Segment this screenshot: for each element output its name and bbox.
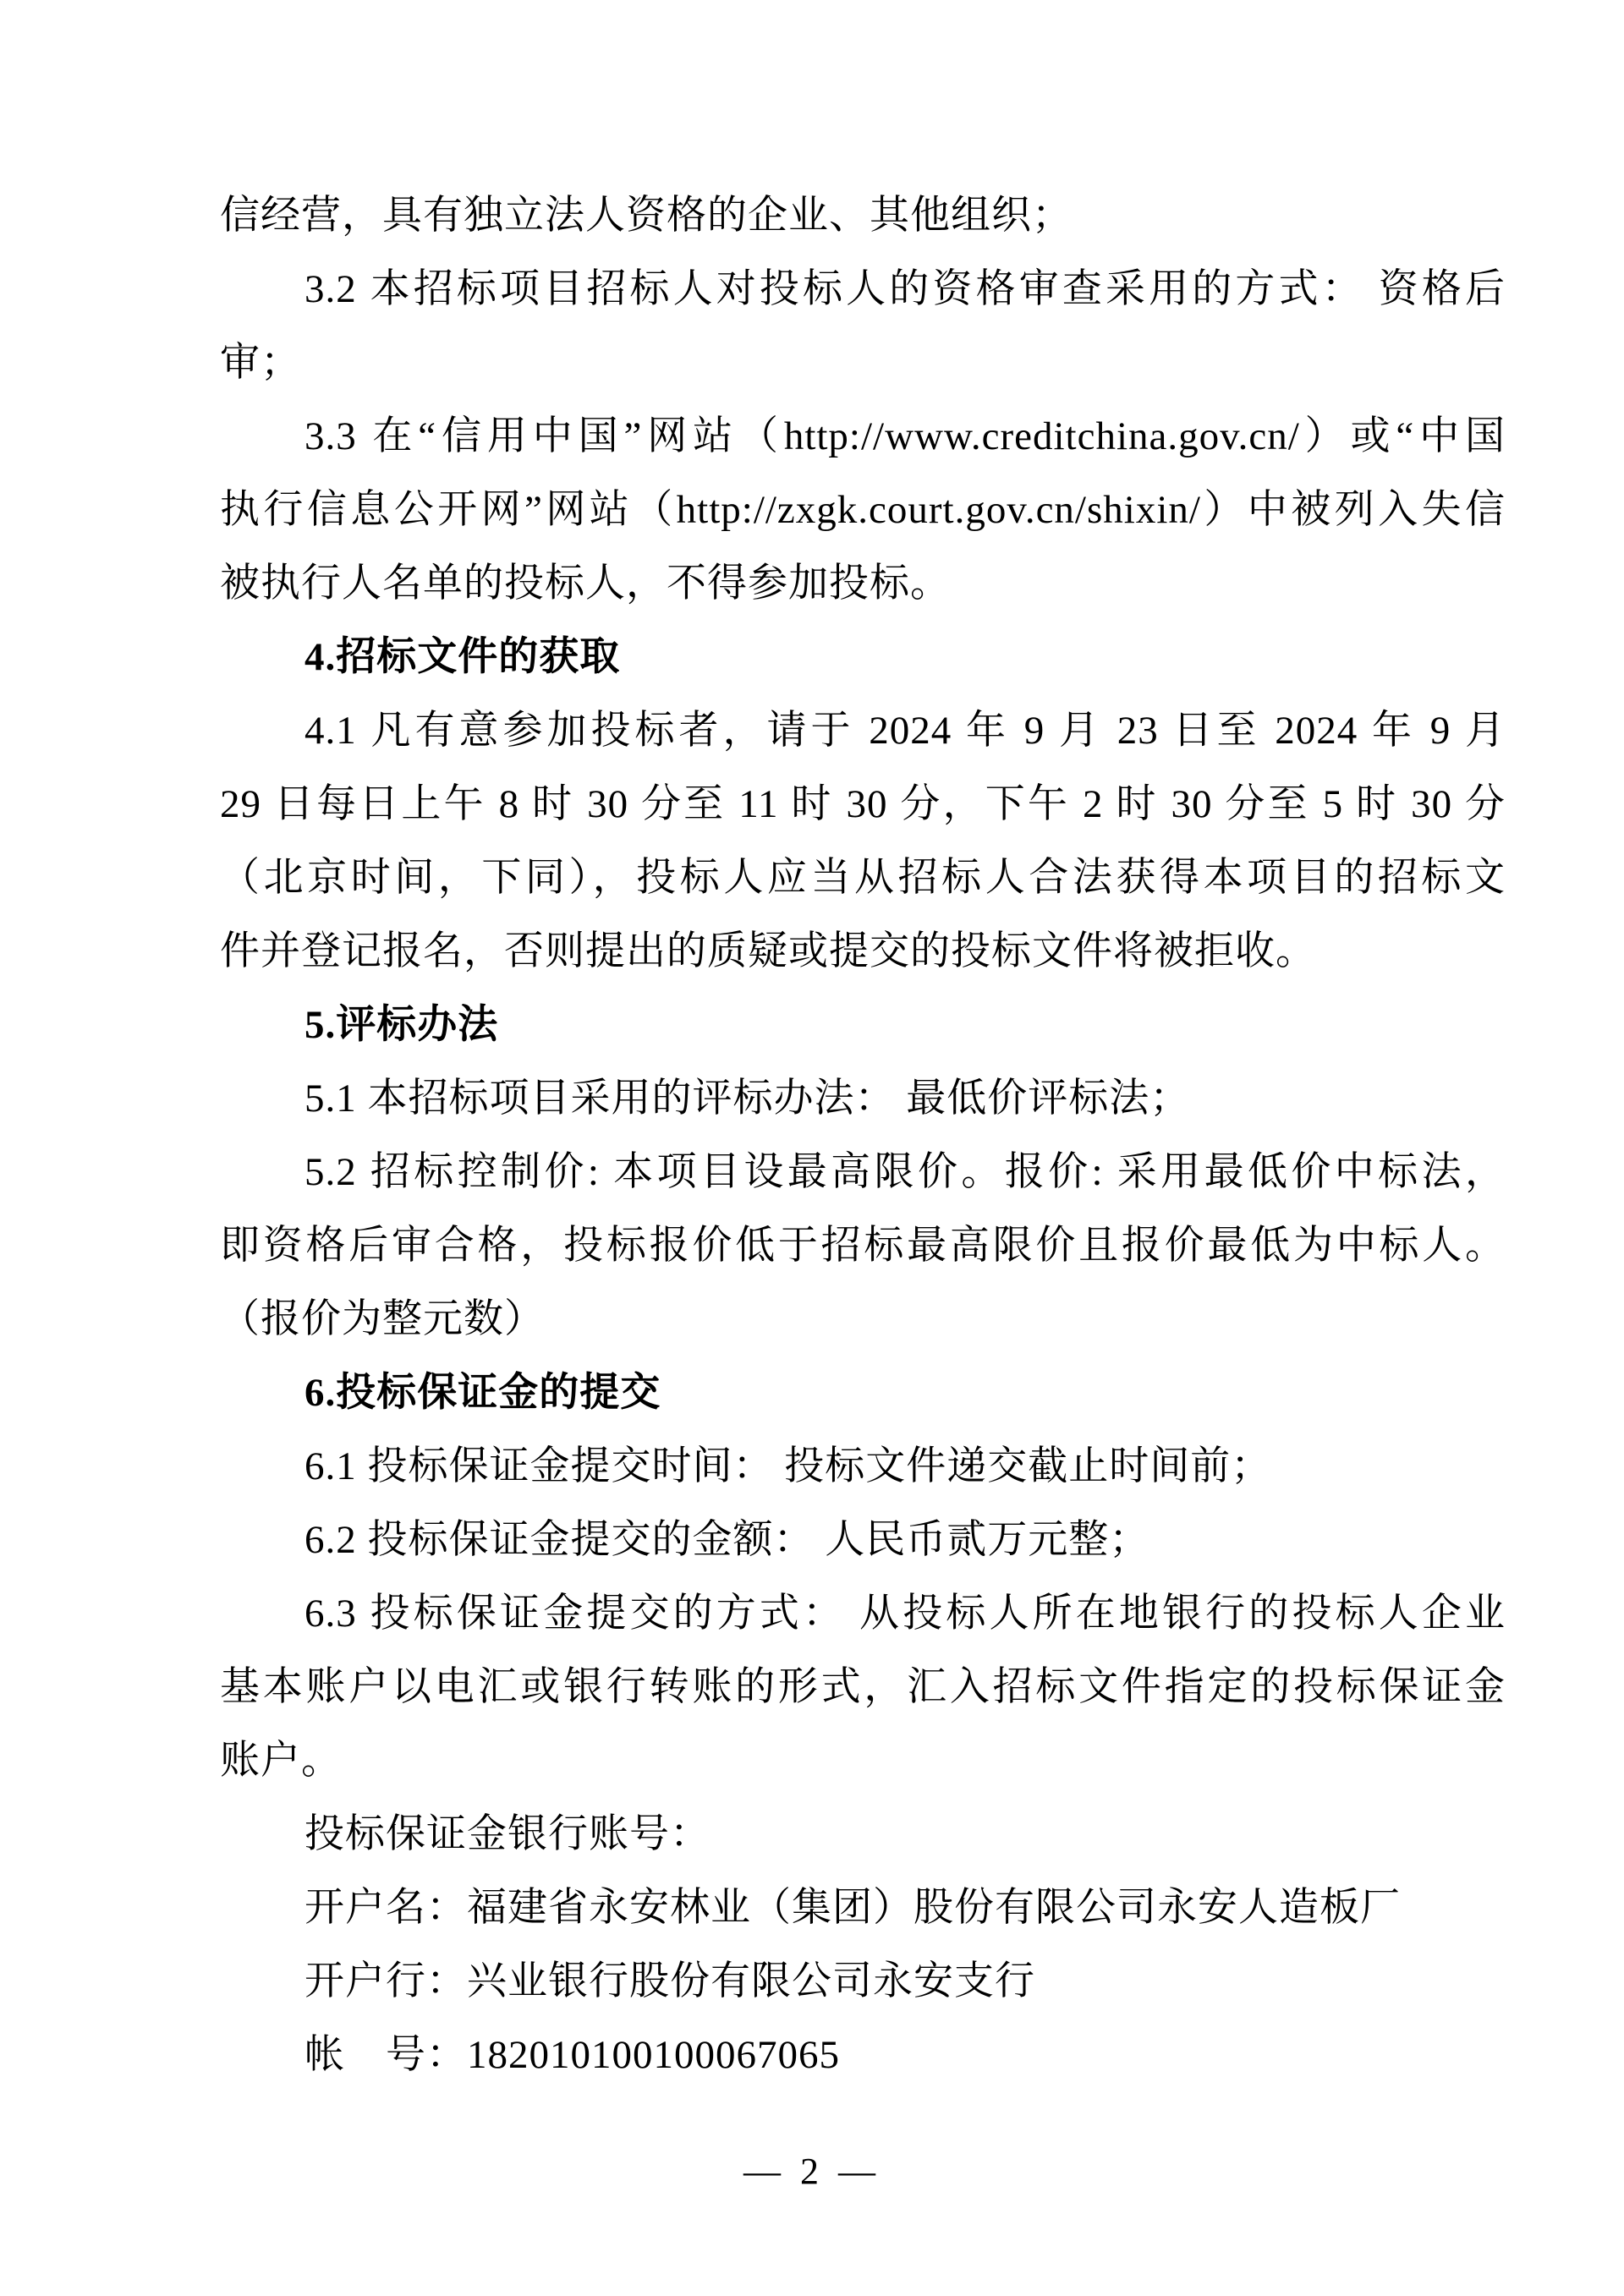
clause-6-3-continuation: 基本账户以电汇或银行转账的形式，汇入招标文件指定的投标保证金 xyxy=(220,1665,1506,1709)
clause-4-1-continuation-2: （北京时间，下同），投标人应当从招标人合法获得本项目的招标文 xyxy=(220,856,1506,900)
clause-4-1-end: 件并登记报名，否则提出的质疑或提交的投标文件将被拒收。 xyxy=(220,929,1316,973)
clause-6-3-end: 账户。 xyxy=(220,1739,342,1783)
section-heading-4: 4.招标文件的获取 xyxy=(304,635,621,679)
clause-6-2-line: 6.2 投标保证金提交的金额： 人民币贰万元整； xyxy=(304,1518,1150,1562)
clause-5-2-continuation: 即资格后审合格，投标报价低于招标最高限价且报价最低为中标人。 xyxy=(220,1224,1506,1268)
clause-5-2-end: （报价为整元数） xyxy=(220,1297,545,1341)
clause-3-2-continuation: 审； xyxy=(220,341,301,385)
paragraph-continuation-line: 信经营，具有独立法人资格的企业、其他组织； xyxy=(220,194,1073,238)
clause-4-1-continuation-1: 29 日每日上午 8 时 30 分至 11 时 30 分，下午 2 时 30 分至 5 时 30 分 xyxy=(220,782,1506,826)
account-bank-name: 开户行：兴业银行股份有限公司永安支行 xyxy=(304,1959,1035,2003)
clause-4-1-line: 4.1 凡有意参加投标者，请于 2024 年 9 月 23 日至 2024 年 9 月 xyxy=(304,709,1506,753)
clause-5-2-line: 5.2 招标控制价: 本项目设最高限价。报价: 采用最低价中标法， xyxy=(304,1150,1506,1194)
clause-3-3-end: 被执行人名单的投标人，不得参加投标。 xyxy=(220,562,951,606)
document-body xyxy=(220,179,1506,2092)
page-number: — 2 — xyxy=(743,2151,881,2192)
clause-6-3-line: 6.3 投标保证金提交的方式： 从投标人所在地银行的投标人企业 xyxy=(304,1592,1506,1636)
section-heading-5: 5.评标办法 xyxy=(304,1003,499,1047)
account-number: 帐 号：182010100100067065 xyxy=(304,2033,840,2077)
clause-3-3-line: 3.3 在“信用中国”网站（http://www.creditchina.gov.cn/）或“中国 xyxy=(304,414,1506,458)
section-heading-6: 6.投标保证金的提交 xyxy=(304,1371,661,1415)
deposit-account-title: 投标保证金银行账号： xyxy=(304,1812,710,1856)
clause-6-1-line: 6.1 投标保证金提交时间： 投标文件递交截止时间前； xyxy=(304,1444,1272,1488)
clause-3-3-continuation: 执行信息公开网”网站（http://zxgk.court.gov.cn/shixin/）中被列入失信 xyxy=(220,488,1506,532)
clause-5-1-line: 5.1 本招标项目采用的评标办法： 最低价评标法； xyxy=(304,1077,1191,1121)
clause-3-2-line: 3.2 本招标项目招标人对投标人的资格审查采用的方式： 资格后 xyxy=(304,267,1506,311)
account-holder-name: 开户名：福建省永安林业（集团）股份有限公司永安人造板厂 xyxy=(304,1886,1401,1930)
